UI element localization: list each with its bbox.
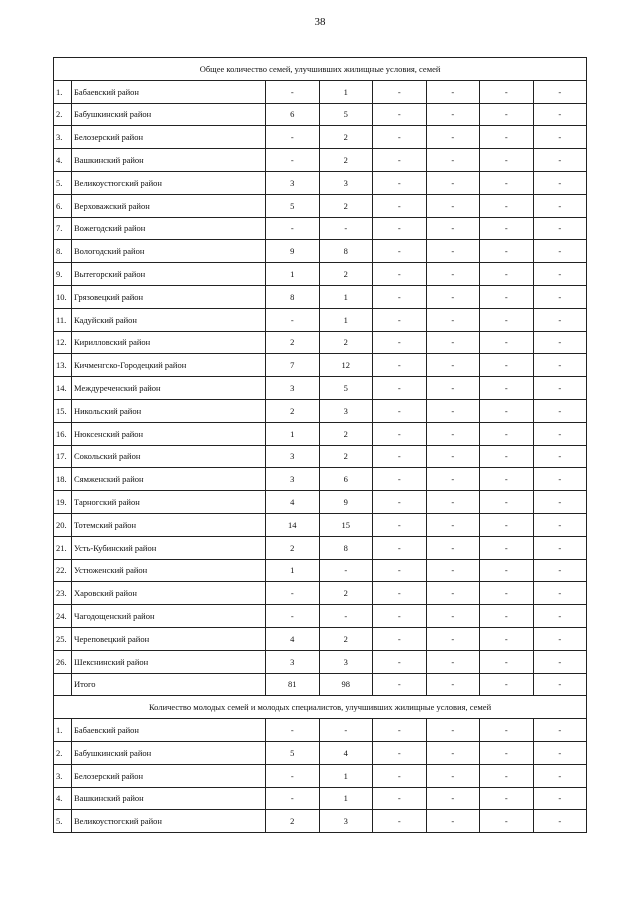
value-cell: - <box>533 719 587 742</box>
value-cell: - <box>480 422 534 445</box>
district-name: Бабушкинский район <box>72 103 266 126</box>
value-cell: - <box>426 399 480 422</box>
value-cell: 3 <box>319 810 373 833</box>
row-number: 2. <box>54 741 72 764</box>
value-cell: - <box>266 719 320 742</box>
row-number: 16. <box>54 422 72 445</box>
row-number: 3. <box>54 764 72 787</box>
row-number: 9. <box>54 263 72 286</box>
value-cell: 3 <box>266 171 320 194</box>
district-name: Верховажский район <box>72 194 266 217</box>
value-cell: 2 <box>319 422 373 445</box>
value-cell: - <box>533 171 587 194</box>
district-name: Грязовецкий район <box>72 285 266 308</box>
value-cell: 5 <box>319 377 373 400</box>
table-row <box>54 491 587 514</box>
value-cell: - <box>533 331 587 354</box>
value-cell: - <box>533 354 587 377</box>
value-cell: - <box>533 240 587 263</box>
table-row <box>54 764 587 787</box>
table-row <box>54 194 587 217</box>
value-cell: - <box>373 217 427 240</box>
value-cell: - <box>266 80 320 103</box>
value-cell: - <box>426 719 480 742</box>
value-cell: - <box>533 536 587 559</box>
district-name: Череповецкий район <box>72 627 266 650</box>
value-cell: - <box>480 536 534 559</box>
table-row <box>54 308 587 331</box>
table-row <box>54 103 587 126</box>
value-cell: - <box>426 263 480 286</box>
value-cell: - <box>426 103 480 126</box>
table-row <box>54 582 587 605</box>
value-cell: - <box>426 468 480 491</box>
value-cell: - <box>533 80 587 103</box>
value-cell: - <box>533 559 587 582</box>
value-cell: 1 <box>319 285 373 308</box>
district-name: Сокольский район <box>72 445 266 468</box>
value-cell: - <box>373 126 427 149</box>
value-cell: - <box>480 377 534 400</box>
district-name: Великоустюгский район <box>72 171 266 194</box>
value-cell: - <box>266 308 320 331</box>
value-cell: 2 <box>319 331 373 354</box>
value-cell: 3 <box>266 445 320 468</box>
value-cell: - <box>533 194 587 217</box>
district-name: Великоустюгский район <box>72 810 266 833</box>
district-name: Чагодощенский район <box>72 605 266 628</box>
value-cell: - <box>373 536 427 559</box>
value-cell: 15 <box>319 513 373 536</box>
value-cell: - <box>426 80 480 103</box>
value-cell: - <box>480 810 534 833</box>
value-cell: 2 <box>266 399 320 422</box>
table-row <box>54 559 587 582</box>
value-cell: 81 <box>266 673 320 696</box>
value-cell: 3 <box>266 377 320 400</box>
district-name: Вологодский район <box>72 240 266 263</box>
value-cell: 7 <box>266 354 320 377</box>
value-cell: - <box>480 263 534 286</box>
value-cell: - <box>426 308 480 331</box>
value-cell: - <box>373 741 427 764</box>
row-number <box>54 673 72 696</box>
district-name: Кичменгско-Городецкий район <box>72 354 266 377</box>
value-cell: - <box>373 103 427 126</box>
district-name: Усть-Кубинский район <box>72 536 266 559</box>
row-number: 24. <box>54 605 72 628</box>
value-cell: 1 <box>319 787 373 810</box>
district-name: Тотемский район <box>72 513 266 536</box>
value-cell: - <box>480 513 534 536</box>
table-row <box>54 399 587 422</box>
value-cell: - <box>533 627 587 650</box>
value-cell: - <box>426 605 480 628</box>
district-name: Бабаевский район <box>72 80 266 103</box>
value-cell: - <box>480 787 534 810</box>
value-cell: - <box>533 126 587 149</box>
district-name: Бабаевский район <box>72 719 266 742</box>
row-number: 14. <box>54 377 72 400</box>
value-cell: - <box>426 810 480 833</box>
table-row <box>54 377 587 400</box>
table-row <box>54 445 587 468</box>
value-cell: - <box>373 240 427 263</box>
value-cell: - <box>480 331 534 354</box>
value-cell: - <box>373 627 427 650</box>
table-row <box>54 468 587 491</box>
value-cell: 2 <box>266 810 320 833</box>
value-cell: - <box>426 285 480 308</box>
value-cell: 1 <box>319 308 373 331</box>
table-row <box>54 80 587 103</box>
district-name: Вытегорский район <box>72 263 266 286</box>
value-cell: - <box>533 650 587 673</box>
value-cell: 6 <box>266 103 320 126</box>
value-cell: - <box>373 285 427 308</box>
value-cell: - <box>480 308 534 331</box>
value-cell: - <box>533 103 587 126</box>
table-row <box>54 719 587 742</box>
district-name: Харовский район <box>72 582 266 605</box>
value-cell: 8 <box>319 536 373 559</box>
value-cell: - <box>266 217 320 240</box>
district-name: Вашкинский район <box>72 149 266 172</box>
value-cell: 5 <box>319 103 373 126</box>
row-number: 12. <box>54 331 72 354</box>
value-cell: - <box>533 673 587 696</box>
table-row <box>54 263 587 286</box>
district-name: Итого <box>72 673 266 696</box>
value-cell: - <box>533 285 587 308</box>
value-cell: 3 <box>319 399 373 422</box>
value-cell: - <box>533 491 587 514</box>
row-number: 20. <box>54 513 72 536</box>
value-cell: - <box>426 513 480 536</box>
row-number: 1. <box>54 719 72 742</box>
table-row <box>54 422 587 445</box>
row-number: 2. <box>54 103 72 126</box>
value-cell: - <box>533 377 587 400</box>
value-cell: - <box>480 627 534 650</box>
row-number: 4. <box>54 787 72 810</box>
value-cell: - <box>373 582 427 605</box>
value-cell: - <box>533 810 587 833</box>
value-cell: - <box>373 377 427 400</box>
value-cell: - <box>533 787 587 810</box>
value-cell: - <box>319 559 373 582</box>
value-cell: 8 <box>266 285 320 308</box>
value-cell: - <box>373 719 427 742</box>
value-cell: - <box>480 582 534 605</box>
value-cell: 2 <box>266 536 320 559</box>
value-cell: - <box>480 126 534 149</box>
district-name: Тарногский район <box>72 491 266 514</box>
value-cell: - <box>480 719 534 742</box>
table-row <box>54 217 587 240</box>
table-row <box>54 673 587 696</box>
row-number: 26. <box>54 650 72 673</box>
value-cell: 4 <box>266 491 320 514</box>
value-cell: - <box>373 559 427 582</box>
value-cell: - <box>533 263 587 286</box>
value-cell: - <box>426 377 480 400</box>
row-number: 21. <box>54 536 72 559</box>
row-number: 17. <box>54 445 72 468</box>
value-cell: - <box>533 764 587 787</box>
row-number: 5. <box>54 171 72 194</box>
value-cell: - <box>480 354 534 377</box>
value-cell: 3 <box>319 650 373 673</box>
value-cell: 2 <box>319 126 373 149</box>
value-cell: - <box>426 650 480 673</box>
value-cell: - <box>426 171 480 194</box>
value-cell: - <box>533 422 587 445</box>
value-cell: 1 <box>266 263 320 286</box>
value-cell: - <box>480 673 534 696</box>
value-cell: - <box>373 468 427 491</box>
row-number: 25. <box>54 627 72 650</box>
row-number: 22. <box>54 559 72 582</box>
district-name: Бабушкинский район <box>72 741 266 764</box>
district-name: Белозерский район <box>72 764 266 787</box>
district-name: Междуреченский район <box>72 377 266 400</box>
value-cell: - <box>373 764 427 787</box>
value-cell: - <box>480 149 534 172</box>
row-number: 3. <box>54 126 72 149</box>
value-cell: - <box>373 810 427 833</box>
value-cell: - <box>426 331 480 354</box>
row-number: 11. <box>54 308 72 331</box>
value-cell: - <box>533 149 587 172</box>
table-row <box>54 171 587 194</box>
value-cell: 1 <box>319 80 373 103</box>
value-cell: - <box>373 331 427 354</box>
value-cell: 4 <box>319 741 373 764</box>
district-name: Сямженский район <box>72 468 266 491</box>
row-number: 13. <box>54 354 72 377</box>
value-cell: - <box>480 650 534 673</box>
value-cell: 3 <box>319 171 373 194</box>
value-cell: - <box>480 285 534 308</box>
value-cell: 3 <box>266 650 320 673</box>
table-row <box>54 331 587 354</box>
district-name: Вожегодский район <box>72 217 266 240</box>
row-number: 5. <box>54 810 72 833</box>
value-cell: - <box>373 194 427 217</box>
value-cell: - <box>480 194 534 217</box>
district-name: Белозерский район <box>72 126 266 149</box>
section-title: Общее количество семей, улучшивших жилищные условия, семей <box>54 58 587 81</box>
table-row <box>54 787 587 810</box>
value-cell: - <box>426 491 480 514</box>
value-cell: - <box>480 559 534 582</box>
row-number: 23. <box>54 582 72 605</box>
value-cell: 1 <box>266 559 320 582</box>
district-name: Кадуйский район <box>72 308 266 331</box>
value-cell: - <box>373 787 427 810</box>
row-number: 7. <box>54 217 72 240</box>
value-cell: - <box>533 468 587 491</box>
value-cell: - <box>373 308 427 331</box>
value-cell: - <box>373 650 427 673</box>
value-cell: - <box>426 582 480 605</box>
value-cell: - <box>480 80 534 103</box>
value-cell: - <box>533 399 587 422</box>
value-cell: - <box>533 445 587 468</box>
value-cell: - <box>426 126 480 149</box>
value-cell: 2 <box>266 331 320 354</box>
value-cell: - <box>480 103 534 126</box>
district-name: Устюженский район <box>72 559 266 582</box>
table-row <box>54 149 587 172</box>
value-cell: - <box>480 217 534 240</box>
value-cell: - <box>426 354 480 377</box>
section-title: Количество молодых семей и молодых специалистов, улучшивших жилищные условия, семей <box>54 696 587 719</box>
value-cell: - <box>266 149 320 172</box>
value-cell: 14 <box>266 513 320 536</box>
value-cell: - <box>373 513 427 536</box>
row-number: 15. <box>54 399 72 422</box>
value-cell: 2 <box>319 149 373 172</box>
value-cell: 1 <box>266 422 320 445</box>
value-cell: - <box>480 468 534 491</box>
value-cell: - <box>480 605 534 628</box>
statistics-table <box>53 57 587 833</box>
table-row <box>54 650 587 673</box>
table-row <box>54 240 587 263</box>
value-cell: 5 <box>266 194 320 217</box>
value-cell: - <box>480 399 534 422</box>
value-cell: - <box>426 559 480 582</box>
value-cell: - <box>426 627 480 650</box>
value-cell: 2 <box>319 194 373 217</box>
value-cell: 9 <box>319 491 373 514</box>
table-row <box>54 354 587 377</box>
value-cell: 2 <box>319 582 373 605</box>
value-cell: - <box>480 741 534 764</box>
value-cell: - <box>373 422 427 445</box>
value-cell: - <box>373 171 427 194</box>
value-cell: - <box>480 171 534 194</box>
value-cell: - <box>426 787 480 810</box>
district-name: Никольский район <box>72 399 266 422</box>
value-cell: - <box>480 445 534 468</box>
value-cell: - <box>533 582 587 605</box>
value-cell: 4 <box>266 627 320 650</box>
row-number: 18. <box>54 468 72 491</box>
row-number: 8. <box>54 240 72 263</box>
value-cell: - <box>319 217 373 240</box>
table-row <box>54 513 587 536</box>
row-number: 6. <box>54 194 72 217</box>
table-row <box>54 605 587 628</box>
value-cell: - <box>533 308 587 331</box>
value-cell: - <box>480 240 534 263</box>
value-cell: - <box>319 605 373 628</box>
value-cell: 6 <box>319 468 373 491</box>
value-cell: - <box>373 445 427 468</box>
table-row <box>54 810 587 833</box>
value-cell: 2 <box>319 445 373 468</box>
value-cell: - <box>426 149 480 172</box>
value-cell: - <box>426 741 480 764</box>
value-cell: - <box>533 741 587 764</box>
row-number: 19. <box>54 491 72 514</box>
value-cell: - <box>373 491 427 514</box>
district-name: Кирилловский район <box>72 331 266 354</box>
value-cell: - <box>426 536 480 559</box>
table-row <box>54 536 587 559</box>
section-header-row <box>54 696 587 719</box>
value-cell: - <box>266 582 320 605</box>
value-cell: - <box>373 399 427 422</box>
value-cell: 12 <box>319 354 373 377</box>
value-cell: 1 <box>319 764 373 787</box>
value-cell: 2 <box>319 263 373 286</box>
value-cell: - <box>266 126 320 149</box>
value-cell: 5 <box>266 741 320 764</box>
row-number: 10. <box>54 285 72 308</box>
value-cell: - <box>373 673 427 696</box>
value-cell: - <box>426 673 480 696</box>
value-cell: - <box>266 787 320 810</box>
value-cell: - <box>426 764 480 787</box>
value-cell: 98 <box>319 673 373 696</box>
value-cell: - <box>533 605 587 628</box>
value-cell: 2 <box>319 627 373 650</box>
value-cell: 9 <box>266 240 320 263</box>
value-cell: - <box>480 764 534 787</box>
district-name: Вашкинский район <box>72 787 266 810</box>
value-cell: - <box>373 354 427 377</box>
value-cell: - <box>426 240 480 263</box>
value-cell: - <box>266 605 320 628</box>
value-cell: - <box>533 513 587 536</box>
table-row <box>54 627 587 650</box>
value-cell: - <box>480 491 534 514</box>
row-number: 4. <box>54 149 72 172</box>
table-row <box>54 741 587 764</box>
value-cell: - <box>319 719 373 742</box>
row-number: 1. <box>54 80 72 103</box>
value-cell: - <box>373 80 427 103</box>
page-number: 38 <box>314 16 326 28</box>
table-row <box>54 285 587 308</box>
value-cell: - <box>266 764 320 787</box>
value-cell: - <box>373 149 427 172</box>
value-cell: - <box>533 217 587 240</box>
value-cell: - <box>426 217 480 240</box>
table-row <box>54 126 587 149</box>
district-name: Нюксенский район <box>72 422 266 445</box>
district-name: Шекснинский район <box>72 650 266 673</box>
value-cell: 8 <box>319 240 373 263</box>
value-cell: - <box>373 605 427 628</box>
value-cell: - <box>373 263 427 286</box>
value-cell: - <box>426 194 480 217</box>
section-header-row <box>54 58 587 81</box>
value-cell: - <box>426 445 480 468</box>
value-cell: - <box>426 422 480 445</box>
value-cell: 3 <box>266 468 320 491</box>
